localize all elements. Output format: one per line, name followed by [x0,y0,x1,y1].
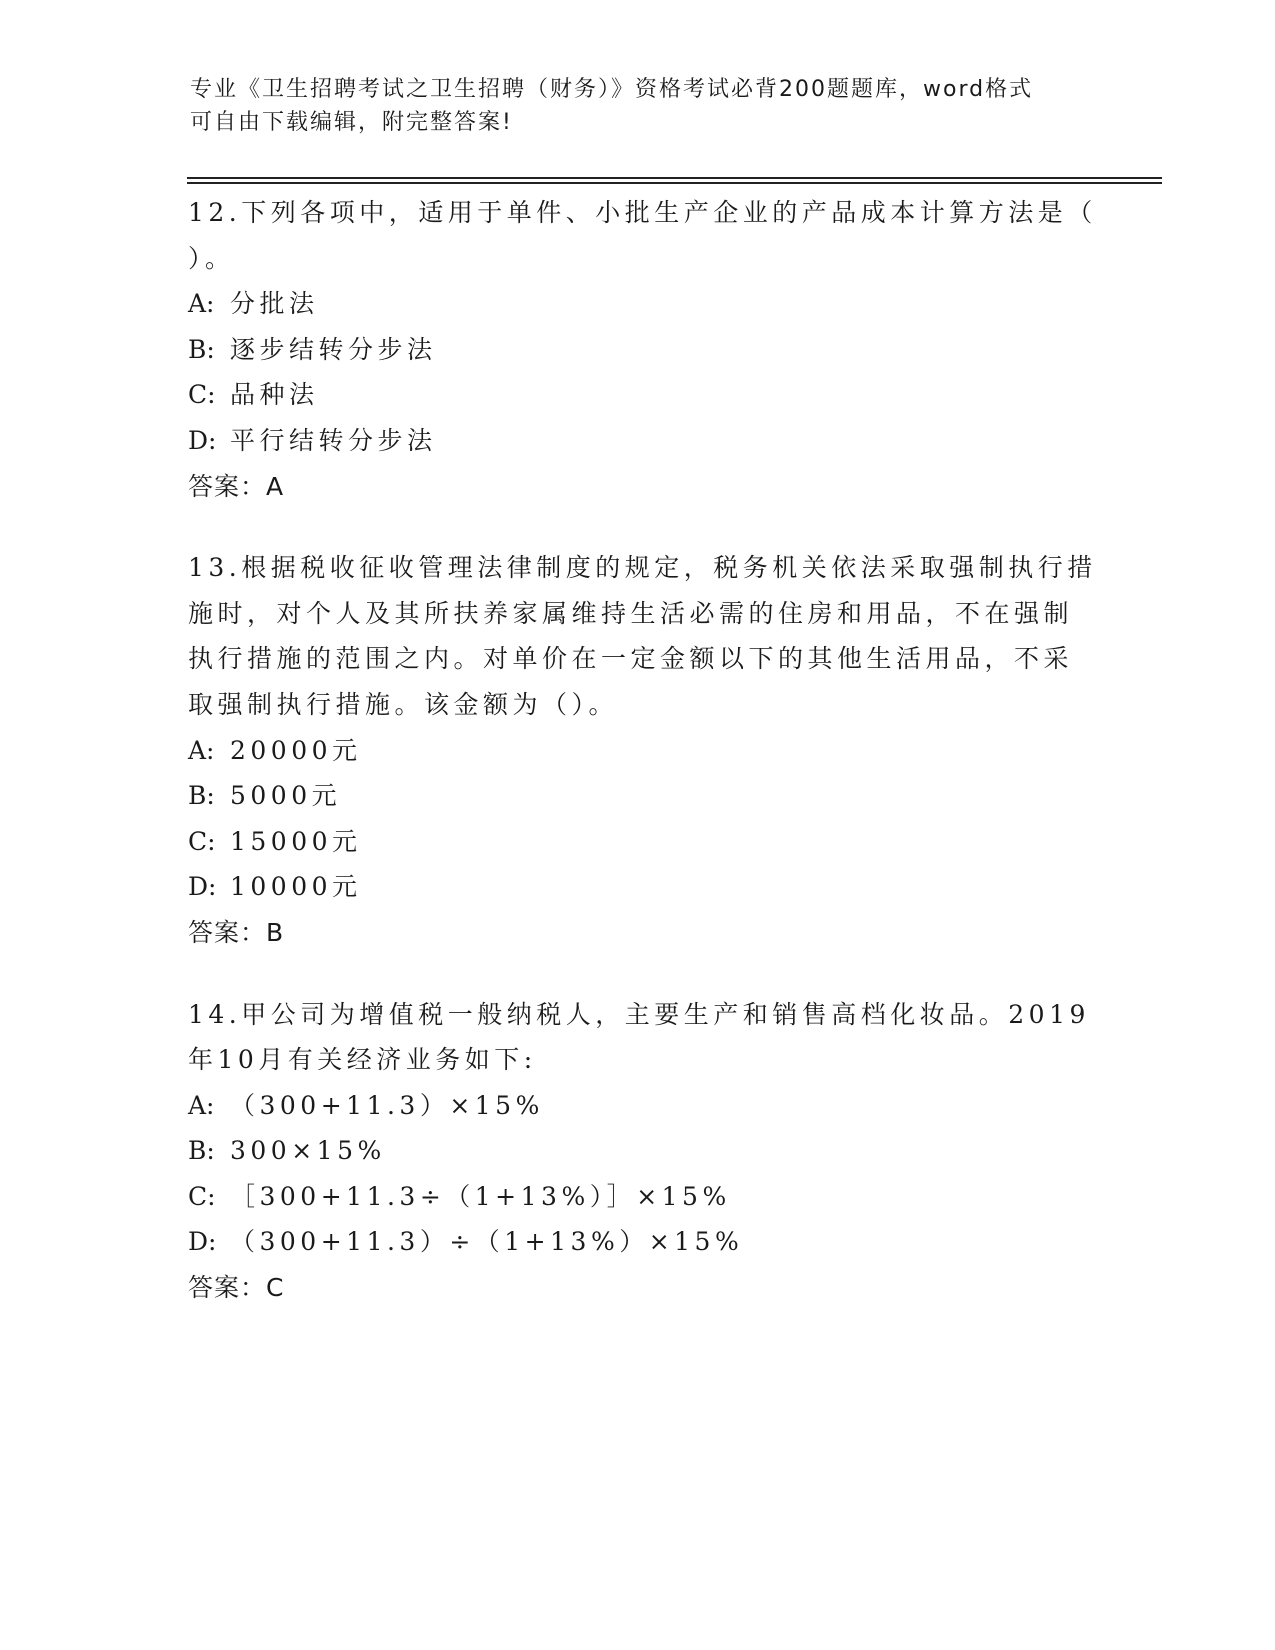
question-13 [188,545,1097,955]
option-letter: B: [188,781,215,811]
question-list [188,190,1097,1347]
option-c [188,1174,1088,1220]
option-letter: C: [188,1181,216,1211]
answer-line: 答案：A [188,471,285,501]
answer-line: 答案：C [188,1273,285,1303]
option-letter: A: [188,735,215,765]
option-c [188,819,1088,865]
option-text: ［300+11.3÷（1+13%）］×15% [230,1181,731,1211]
option-a [188,281,1088,327]
option-d [188,418,1088,464]
option-letter: D: [188,1227,217,1257]
header-line-1: 专业《卫生招聘考试之卫生招聘（财务）》资格考试必背200题题库，word格式 [190,77,1034,102]
option-a [188,728,1088,774]
question-text-line: 年10月有关经济业务如下: [188,1045,537,1075]
option-text: 5000元 [230,781,342,811]
question-text-line: 13.根据税收征收管理法律制度的规定，税务机关依法采取强制执行措 [188,553,1097,583]
option-letter: C: [188,826,216,856]
question-text-line: 14.甲公司为增值税一般纳税人，主要生产和销售高档化妆品。2019 [188,999,1090,1029]
option-letter: C: [188,380,216,410]
option-letter: B: [188,334,215,364]
question-text-line: 12.下列各项中，适用于单件、小批生产企业的产品成本计算方法是（ [188,198,1097,227]
option-d [188,1219,1088,1265]
option-letter: D: [188,872,217,902]
question-text-line: ）。 [188,243,235,273]
option-text: 15000元 [230,826,362,856]
header-divider-bottom [187,182,1162,184]
question-text-line: 执行措施的范围之内。对单价在一定金额以下的其他生活用品，不采 [188,644,1074,674]
option-text: 逐步结转分步法 [230,334,437,364]
option-c [188,372,1088,418]
question-text-line: 施时，对个人及其所扶养家属维持生活必需的住房和用品，不在强制 [188,598,1074,628]
option-text: 平行结转分步法 [230,425,437,455]
option-text: （300+11.3）÷（1+13%）×15% [230,1227,744,1257]
option-d [188,864,1088,910]
option-b [188,1128,1088,1174]
option-text: 20000元 [230,735,362,765]
header-line-2: 可自由下载编辑，附完整答案! [190,110,513,135]
option-letter: B: [188,1136,215,1166]
option-letter: A: [188,1090,215,1120]
answer-line: 答案：B [188,917,285,947]
option-b [188,327,1088,373]
option-letter: A: [188,289,215,319]
option-text: （300+11.3）×15% [230,1090,544,1120]
option-letter: D: [188,425,217,455]
document-header [190,73,1090,139]
option-a [188,1083,1088,1129]
option-text: 分批法 [230,289,319,319]
question-14 [188,992,1088,1311]
question-text-line: 取强制执行措施。该金额为（）。 [188,689,619,719]
question-12 [188,190,1097,509]
header-divider-top [187,177,1162,179]
option-text: 品种法 [230,380,319,410]
option-text: 300×15% [230,1136,386,1166]
option-b [188,773,1088,819]
option-text: 10000元 [230,872,362,902]
